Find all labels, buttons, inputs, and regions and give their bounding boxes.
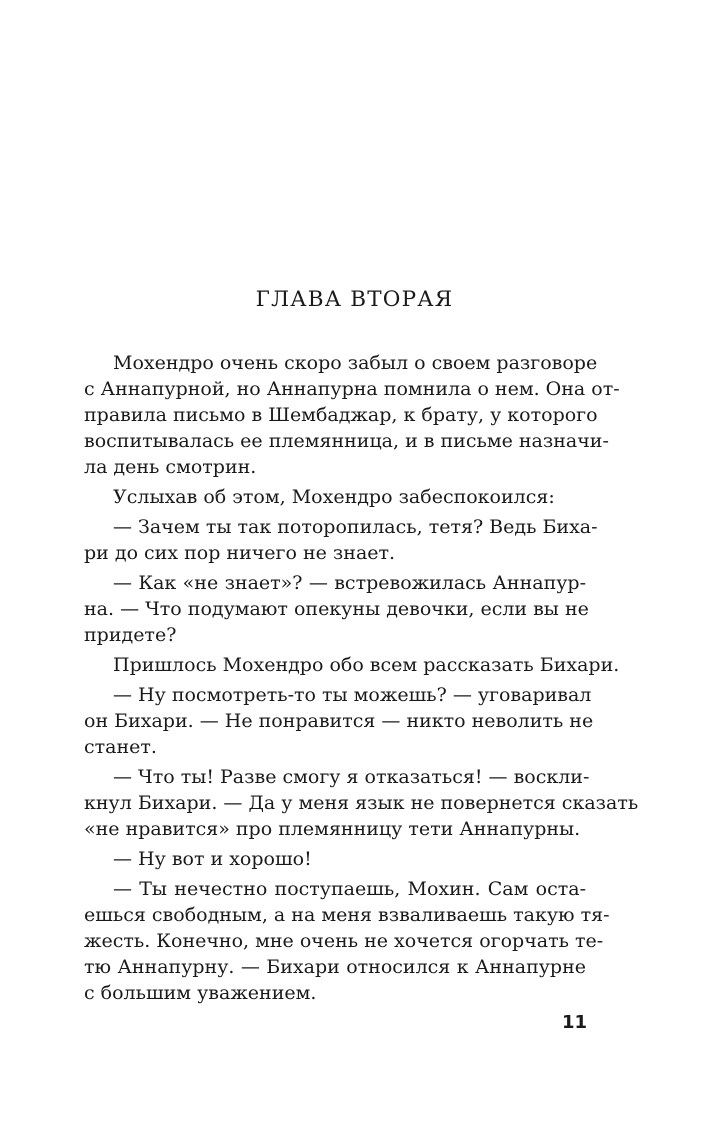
text-line: — Зачем ты так поторопилась, тетя? Ведь Биха- — [113, 516, 598, 538]
text-line: — Ну посмотреть-то ты можешь? — уговаривал — [113, 684, 592, 706]
text-line: — Что ты! Разве смогу я отказаться! — воскли- — [113, 766, 590, 788]
text-line: ла день смотрин. — [84, 456, 257, 478]
text-line: Услыхав об этом, Мохендро забеспокоился: — [113, 486, 555, 508]
text-line: тю Аннапурну. — Бихари относился к Аннапурне — [84, 956, 586, 978]
text-line: ри до сих пор ничего не знает. — [84, 542, 396, 564]
text-line: — Ну вот и хорошо! — [113, 848, 312, 870]
text-line: жесть. Конечно, мне очень не хочется огорчать те- — [84, 930, 604, 952]
page-number: 11 — [561, 1012, 587, 1033]
text-line: ешься свободным, а на меня взваливаешь такую тя- — [84, 904, 610, 926]
text-line: с Аннапурной, но Аннапурна помнила о нем. Она от- — [84, 378, 620, 400]
text-line: — Как «не знает»? — встревожилась Аннапур- — [113, 572, 586, 594]
text-line: воспитывалась ее племянница, и в письме назначи- — [84, 430, 609, 452]
text-line: «не нравится» про племянницу тети Аннапурны. — [84, 818, 581, 840]
text-line: кнул Бихари. — Да у меня язык не повернется сказать — [84, 792, 639, 814]
text-line: Мохендро очень скоро забыл о своем разговоре — [113, 352, 598, 374]
text-line: Пришлось Мохендро обо всем рассказать Бихари. — [113, 654, 620, 676]
chapter-title: ГЛАВА ВТОРАЯ — [255, 287, 454, 312]
text-line: правила письмо в Шембаджар, к брату, у которого — [84, 404, 598, 426]
text-line: он Бихари. — Не понравится — никто неволить не — [84, 710, 594, 732]
text-line: — Ты нечестно поступаешь, Мохин. Сам оста- — [113, 878, 586, 900]
text-line: с большим уважением. — [84, 982, 317, 1004]
text-line: на. — Что подумают опекуны девочки, если вы не — [84, 598, 589, 620]
text-line: станет. — [84, 736, 157, 758]
text-line: придете? — [84, 624, 177, 646]
